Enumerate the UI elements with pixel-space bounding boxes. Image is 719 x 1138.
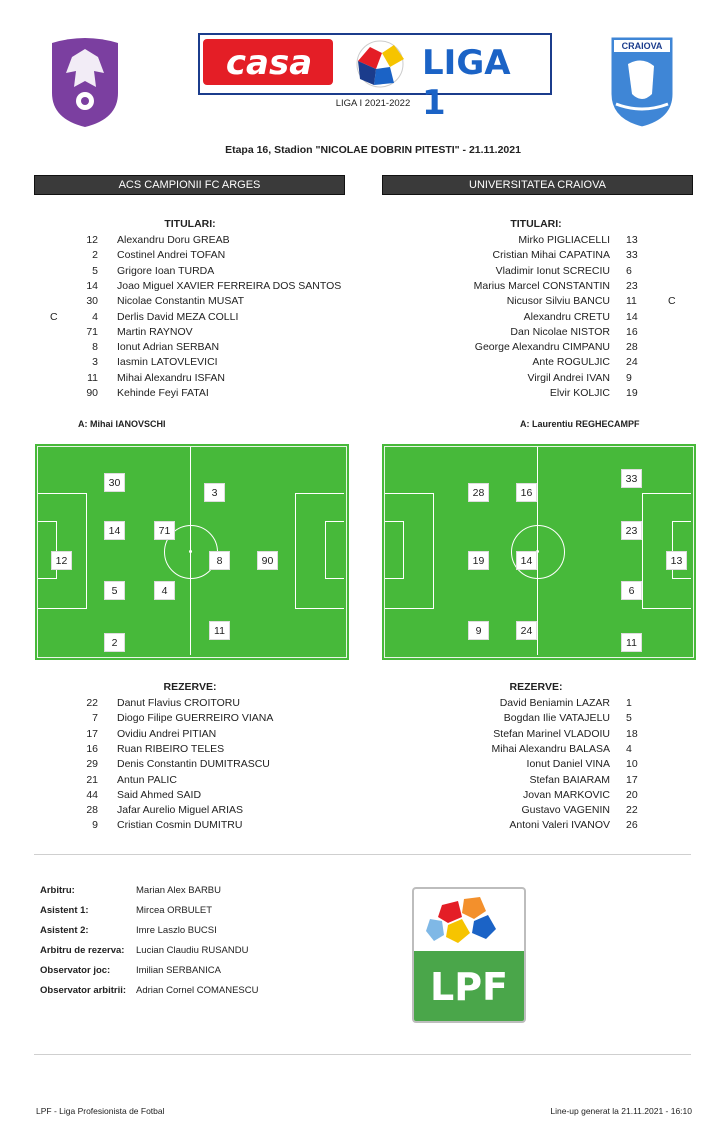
player-position-badge: 71 <box>154 521 175 540</box>
player-row <box>40 773 360 788</box>
away-pitch <box>384 446 694 658</box>
player-name: Denis Constantin DUMITRASCU <box>117 758 270 771</box>
player-number: 71 <box>86 325 98 338</box>
liga1-text: LIGA 1 <box>422 43 511 123</box>
official-role: Observator joc: <box>40 964 111 976</box>
player-number: 6 <box>626 264 632 277</box>
player-position-badge: 12 <box>51 551 72 570</box>
player-name: Jovan MARKOVIC <box>523 788 610 801</box>
player-number: 8 <box>92 341 98 354</box>
player-row <box>40 233 360 248</box>
official-role: Arbitru de rezerva: <box>40 944 125 956</box>
player-name: Virgil Andrei IVAN <box>527 371 610 384</box>
footer-left: LPF - Liga Profesionista de Fotbal <box>36 1106 165 1116</box>
player-row <box>40 355 360 370</box>
official-row <box>40 880 336 900</box>
footer-right: Line-up generat la 21.11.2021 - 16:10 <box>550 1106 692 1116</box>
player-position-badge: 14 <box>516 551 537 570</box>
home-crest <box>46 35 124 129</box>
captain-mark: C <box>668 295 676 308</box>
official-name: Adrian Cornel COMANESCU <box>136 984 259 996</box>
player-number: 24 <box>626 356 638 369</box>
player-name: Gustavo VAGENIN <box>521 804 610 817</box>
player-row <box>380 264 690 279</box>
player-row <box>380 727 690 742</box>
player-row <box>40 294 360 309</box>
lpf-logo-text: LPF <box>429 965 509 1009</box>
ball-icon <box>346 39 414 89</box>
player-name: Jafar Aurelio Miguel ARIAS <box>117 804 244 817</box>
player-name: Ionut Daniel VINA <box>526 758 610 771</box>
player-row <box>380 371 690 386</box>
official-name: Marian Alex BARBU <box>136 884 222 896</box>
player-position-badge: 11 <box>209 621 230 640</box>
divider-top <box>34 854 691 855</box>
player-name: Antoni Valeri IVANOV <box>509 819 610 832</box>
player-row <box>380 742 690 757</box>
lpf-logo <box>412 887 526 1023</box>
player-row <box>40 248 360 263</box>
player-number: 16 <box>86 742 98 755</box>
player-row <box>40 803 360 818</box>
player-name: Kehinde Feyi FATAI <box>117 387 209 399</box>
player-row <box>40 310 360 325</box>
player-row <box>40 727 360 742</box>
player-position-badge: 13 <box>666 551 687 570</box>
player-name: Grigore Ioan TURDA <box>117 264 215 277</box>
player-position-badge: 4 <box>154 581 175 600</box>
official-row <box>40 900 336 920</box>
official-row <box>40 960 336 980</box>
player-row <box>380 818 690 833</box>
player-position-badge: 2 <box>104 633 125 652</box>
player-row <box>380 788 690 803</box>
player-name: Vladimir Ionut SCRECIU <box>495 264 610 277</box>
official-name: Lucian Claudiu RUSANDU <box>136 944 249 956</box>
player-row <box>380 294 690 309</box>
player-number: 33 <box>626 249 638 262</box>
player-number: 14 <box>626 310 638 323</box>
player-position-badge: 6 <box>621 581 642 600</box>
player-row <box>40 340 360 355</box>
player-row <box>40 325 360 340</box>
player-number: 17 <box>626 773 638 786</box>
craiova-crest-text: CRAIOVA <box>621 41 663 51</box>
player-row <box>380 696 690 711</box>
player-name: Danut Flavius CROITORU <box>117 697 240 709</box>
official-row <box>40 920 336 940</box>
player-name: Derlis David MEZA COLLI <box>117 310 239 323</box>
home-pitch <box>37 446 347 658</box>
player-position-badge: 33 <box>621 469 642 488</box>
player-name: Elvir KOLJIC <box>549 387 610 399</box>
player-name: Alexandru Doru GREAB <box>117 234 230 246</box>
official-name: Mircea ORBULET <box>136 904 213 916</box>
player-number: 5 <box>92 264 98 277</box>
divider-bottom <box>34 1054 691 1055</box>
player-number: 26 <box>626 819 638 832</box>
home-starters-title: TITULARI: <box>164 218 216 230</box>
player-number: 28 <box>86 804 98 817</box>
player-position-badge: 23 <box>621 521 642 540</box>
player-name: Dan Nicolae NISTOR <box>510 325 610 338</box>
player-name: Stefan BAIARAM <box>529 773 610 786</box>
player-name: Ruan RIBEIRO TELES <box>117 742 225 755</box>
player-row <box>380 310 690 325</box>
player-position-badge: 24 <box>516 621 537 640</box>
player-position-badge: 8 <box>209 551 230 570</box>
player-number: 12 <box>86 234 98 246</box>
player-name: Diogo Filipe GUERREIRO VIANA <box>117 712 274 725</box>
player-row <box>380 248 690 263</box>
player-name: Mihai Alexandru BALASA <box>491 742 610 755</box>
player-row <box>40 371 360 386</box>
official-role: Asistent 2: <box>40 924 89 936</box>
player-number: 23 <box>626 279 638 292</box>
player-name: Ionut Adrian SERBAN <box>117 341 220 354</box>
player-number: 7 <box>92 712 98 725</box>
player-name: Cristian Cosmin DUMITRU <box>117 819 243 832</box>
official-role: Asistent 1: <box>40 904 89 916</box>
player-number: 11 <box>626 295 637 308</box>
player-number: 20 <box>626 788 638 801</box>
player-row <box>40 279 360 294</box>
player-name: David Beniamin LAZAR <box>499 697 610 709</box>
player-name: Joao Miguel XAVIER FERREIRA DOS SANTOS <box>117 279 342 292</box>
player-number: 3 <box>92 356 98 369</box>
player-position-badge: 5 <box>104 581 125 600</box>
player-name: George Alexandru CIMPANU <box>474 341 610 354</box>
player-name: Martin RAYNOV <box>117 325 193 338</box>
player-position-badge: 3 <box>204 483 225 502</box>
player-row <box>40 742 360 757</box>
player-name: Antun PALIC <box>117 773 177 786</box>
away-subs-title: REZERVE: <box>509 681 563 693</box>
player-number: 28 <box>626 341 638 354</box>
officials-table <box>40 880 336 1000</box>
player-row <box>40 818 360 833</box>
captain-mark: C <box>50 310 58 323</box>
player-number: 13 <box>626 234 638 246</box>
player-number: 90 <box>86 387 98 399</box>
player-row <box>380 386 690 401</box>
player-row <box>40 696 360 711</box>
casa-logo-text: casa <box>225 43 313 83</box>
player-name: Mihai Alexandru ISFAN <box>117 371 225 384</box>
player-row <box>380 757 690 772</box>
away-team-bar: UNIVERSITATEA CRAIOVA <box>382 175 693 195</box>
player-number: 29 <box>86 758 98 771</box>
player-number: 19 <box>626 387 638 399</box>
player-row <box>380 233 690 248</box>
player-number: 1 <box>626 697 632 709</box>
player-position-badge: 14 <box>104 521 125 540</box>
player-number: 11 <box>87 371 98 384</box>
player-name: Mirko PIGLIACELLI <box>518 234 610 246</box>
away-starters-title: TITULARI: <box>510 218 562 230</box>
official-role: Observator arbitrii: <box>40 984 127 996</box>
player-number: 10 <box>626 758 638 771</box>
player-number: 18 <box>626 727 638 740</box>
player-number: 4 <box>626 742 632 755</box>
player-number: 9 <box>626 371 632 384</box>
away-crest <box>608 34 676 130</box>
player-number: 22 <box>626 804 638 817</box>
player-row <box>40 264 360 279</box>
player-number: 22 <box>86 697 98 709</box>
player-number: 21 <box>86 773 98 786</box>
player-row <box>380 279 690 294</box>
player-name: Iasmin LATOVLEVICI <box>117 356 218 369</box>
player-name: Bogdan Ilie VATAJELU <box>503 712 610 725</box>
player-number: 4 <box>92 310 98 323</box>
player-position-badge: 19 <box>468 551 489 570</box>
away-coach: A: Laurentiu REGHECAMPF <box>520 419 640 429</box>
player-row <box>380 773 690 788</box>
player-position-badge: 90 <box>257 551 278 570</box>
player-name: Cristian Mihai CAPATINA <box>492 249 610 262</box>
home-team-bar: ACS CAMPIONII FC ARGES <box>34 175 345 195</box>
player-row <box>380 340 690 355</box>
season-label: LIGA I 2021-2022 <box>335 98 411 109</box>
player-number: 30 <box>86 295 98 308</box>
player-position-badge: 28 <box>468 483 489 502</box>
player-name: Ante ROGULJIC <box>532 356 610 369</box>
player-number: 14 <box>86 279 98 292</box>
player-position-badge: 11 <box>621 633 642 652</box>
player-name: Alexandru CRETU <box>523 310 610 323</box>
home-subs-title: REZERVE: <box>163 681 217 693</box>
player-row <box>40 788 360 803</box>
official-role: Arbitru: <box>40 884 75 896</box>
player-row <box>380 711 690 726</box>
player-number: 16 <box>626 325 638 338</box>
player-number: 44 <box>86 788 98 801</box>
player-row <box>380 803 690 818</box>
player-row <box>40 386 360 401</box>
match-info: Etapa 16, Stadion "NICOLAE DOBRIN PITESTI" - 21.11.2021 <box>225 144 521 156</box>
official-row <box>40 940 336 960</box>
player-row <box>380 325 690 340</box>
player-name: Costinel Andrei TOFAN <box>117 249 226 262</box>
player-number: 5 <box>626 712 632 725</box>
official-name: Imre Laszlo BUCSI <box>136 924 217 936</box>
home-coach: A: Mihai IANOVSCHI <box>78 419 166 429</box>
player-row <box>40 757 360 772</box>
official-row <box>40 980 336 1000</box>
player-name: Nicolae Constantin MUSAT <box>117 295 245 308</box>
player-position-badge: 30 <box>104 473 125 492</box>
player-number: 17 <box>86 727 98 740</box>
player-name: Ovidiu Andrei PITIAN <box>117 727 217 740</box>
player-name: Said Ahmed SAID <box>117 788 202 801</box>
player-row <box>380 355 690 370</box>
official-name: Imilian SERBANICA <box>136 964 221 976</box>
player-position-badge: 9 <box>468 621 489 640</box>
player-row <box>40 711 360 726</box>
player-name: Marius Marcel CONSTANTIN <box>473 279 610 292</box>
player-name: Nicusor Silviu BANCU <box>506 295 610 308</box>
player-number: 9 <box>92 819 98 832</box>
player-number: 2 <box>92 249 98 262</box>
player-position-badge: 16 <box>516 483 537 502</box>
player-name: Stefan Marinel VLADOIU <box>493 727 610 740</box>
